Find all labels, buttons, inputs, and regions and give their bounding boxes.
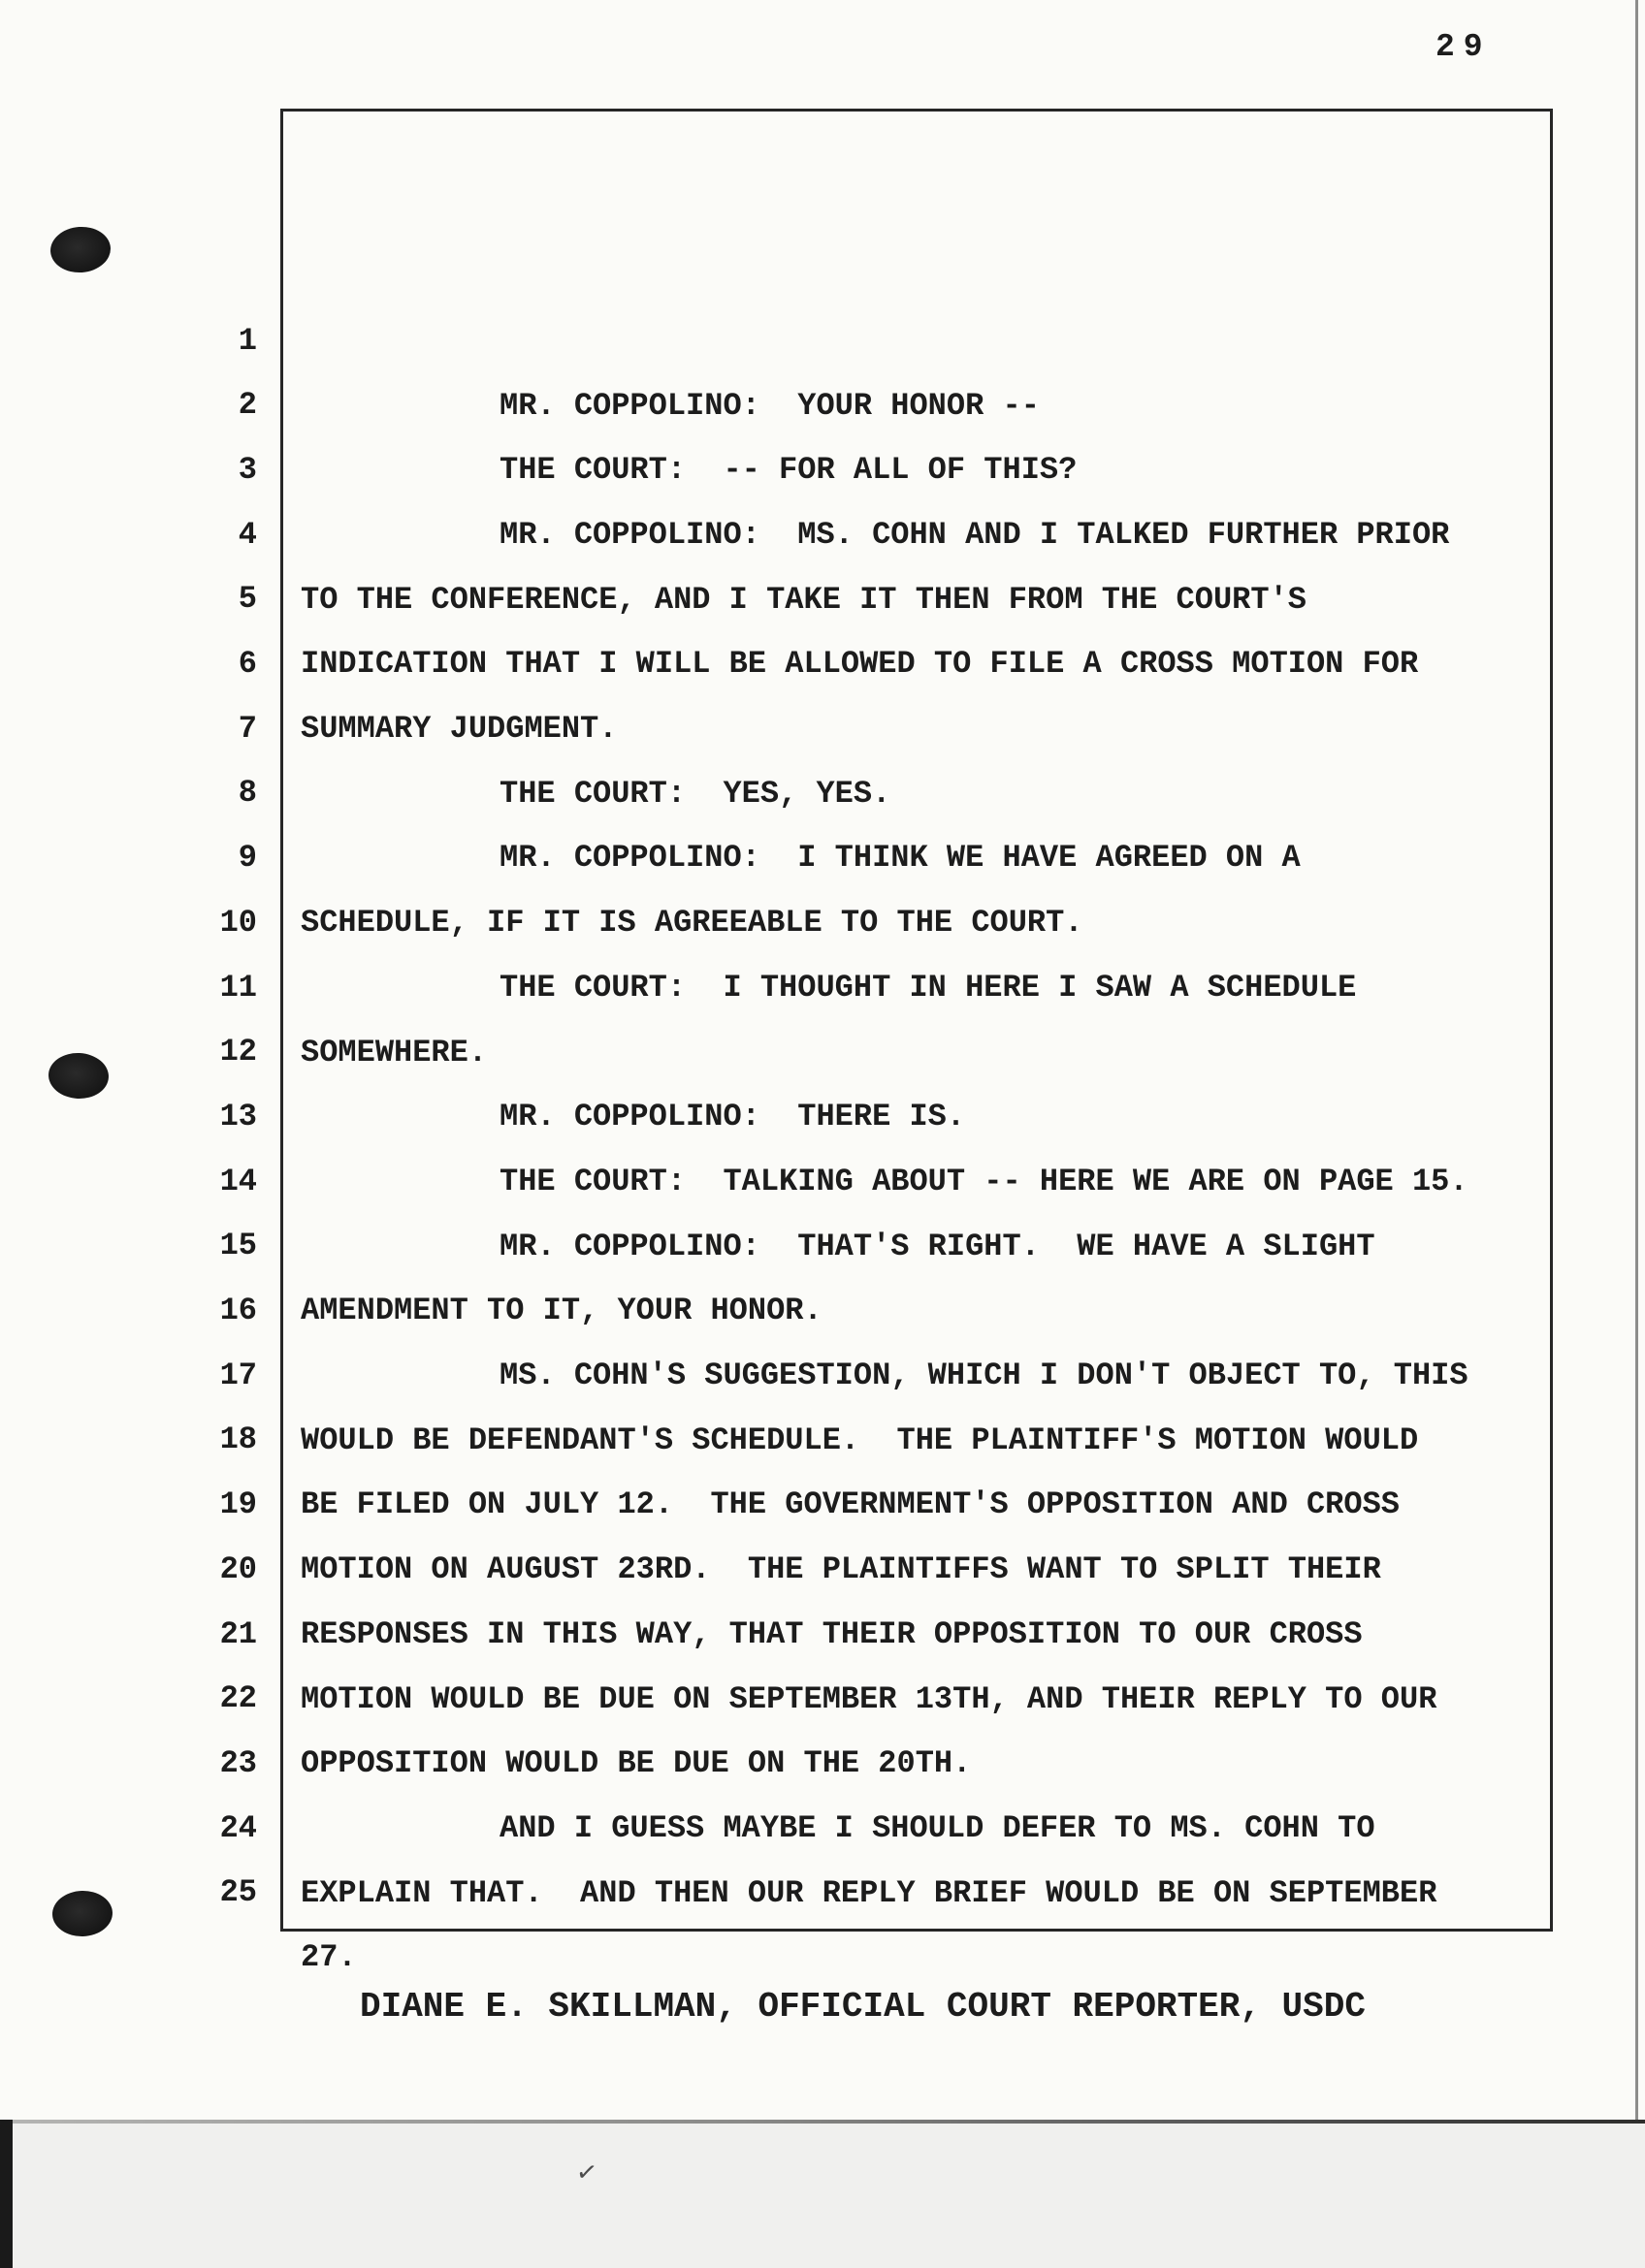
line-text: BE FILED ON JULY 12. THE GOVERNMENT'S OPPOSITION AND CROSS [301,1486,1400,1523]
line-number: 9 [238,840,257,877]
line-text: MS. COHN'S SUGGESTION, WHICH I DON'T OBJECT TO, THIS [500,1358,1468,1393]
line-text: 27. [301,1939,357,1976]
line-number: 12 [219,1034,257,1070]
line-text: INDICATION THAT I WILL BE ALLOWED TO FILE A CROSS MOTION FOR [301,646,1419,683]
line-number: 11 [219,969,257,1006]
line-number: 6 [238,646,257,682]
line-text: AND I GUESS MAYBE I SHOULD DEFER TO MS. COHN TO [500,1809,1375,1846]
line-number: 20 [219,1550,257,1587]
check-mark-artifact: ✓ [574,2156,599,2189]
scan-bottom-line [0,2120,1645,2124]
line-number: 23 [219,1744,257,1781]
line-number: 13 [219,1098,257,1134]
line-number: 17 [219,1357,257,1393]
line-number: 25 [219,1874,257,1911]
line-text: SOMEWHERE. [301,1034,488,1070]
line-text: AMENDMENT TO IT, YOUR HONOR. [301,1293,822,1329]
line-number: 2 [238,387,257,424]
line-text: MR. COPPOLINO: MS. COHN AND I TALKED FURTHER PRIOR [500,516,1450,553]
line-text: WOULD BE DEFENDANT'S SCHEDULE. THE PLAINTIFF'S MOTION WOULD [301,1421,1419,1458]
line-number: 16 [219,1293,257,1328]
line-text: TO THE CONFERENCE, AND I TAKE IT THEN FROM THE COURT'S [301,581,1306,618]
line-text: SCHEDULE, IF IT IS AGREEABLE TO THE COURT. [301,905,1083,942]
line-number: 22 [219,1680,257,1717]
hole-punch-dot [51,1890,113,1937]
line-number: 8 [238,775,257,812]
line-text: OPPOSITION WOULD BE DUE ON THE 20TH. [301,1745,972,1782]
line-text: THE COURT: YES, YES. [500,775,891,812]
line-text: MR. COPPOLINO: YOUR HONOR -- [500,387,1040,424]
line-text: SUMMARY JUDGMENT. [301,711,618,747]
line-text: RESPONSES IN THIS WAY, THAT THEIR OPPOSITION TO OUR CROSS [301,1615,1363,1652]
line-number: 3 [238,451,257,488]
scan-edge-line [1635,0,1638,2124]
line-text: THE COURT: I THOUGHT IN HERE I SAW A SCHEDULE [500,969,1357,1006]
line-text: MR. COPPOLINO: I THINK WE HAVE AGREED ON A [500,840,1301,877]
line-number: 15 [219,1228,257,1264]
line-number: 1 [238,322,257,359]
transcript-line [0,243,1645,424]
line-number: 21 [219,1615,257,1652]
line-text: MOTION WOULD BE DUE ON SEPTEMBER 13TH, AND THEIR REPLY TO OUR [301,1680,1437,1717]
line-number: 10 [219,904,257,941]
line-number: 4 [238,516,257,553]
scan-left-streak [0,2120,13,2268]
line-number: 18 [219,1421,257,1458]
line-text: EXPLAIN THAT. AND THEN OUR REPLY BRIEF WOULD BE ON SEPTEMBER [301,1874,1437,1911]
line-number: 14 [219,1163,257,1199]
scan-bottom-band [0,2124,1645,2268]
line-text: MOTION ON AUGUST 23RD. THE PLAINTIFFS WANT TO SPLIT THEIR [301,1551,1381,1588]
line-number: 24 [219,1809,257,1846]
line-number: 7 [238,710,257,747]
line-text: THE COURT: -- FOR ALL OF THIS? [500,452,1078,489]
line-number: 19 [219,1486,257,1523]
reporter-footer: DIANE E. SKILLMAN, OFFICIAL COURT REPORTER, USDC [360,1987,1366,2027]
page-number: 29 [1435,29,1492,65]
line-text: MR. COPPOLINO: THAT'S RIGHT. WE HAVE A SLIGHT [500,1228,1375,1264]
line-text: MR. COPPOLINO: THERE IS. [500,1099,966,1135]
line-number: 5 [238,581,257,618]
line-text: THE COURT: TALKING ABOUT -- HERE WE ARE ON PAGE 15. [500,1163,1468,1199]
